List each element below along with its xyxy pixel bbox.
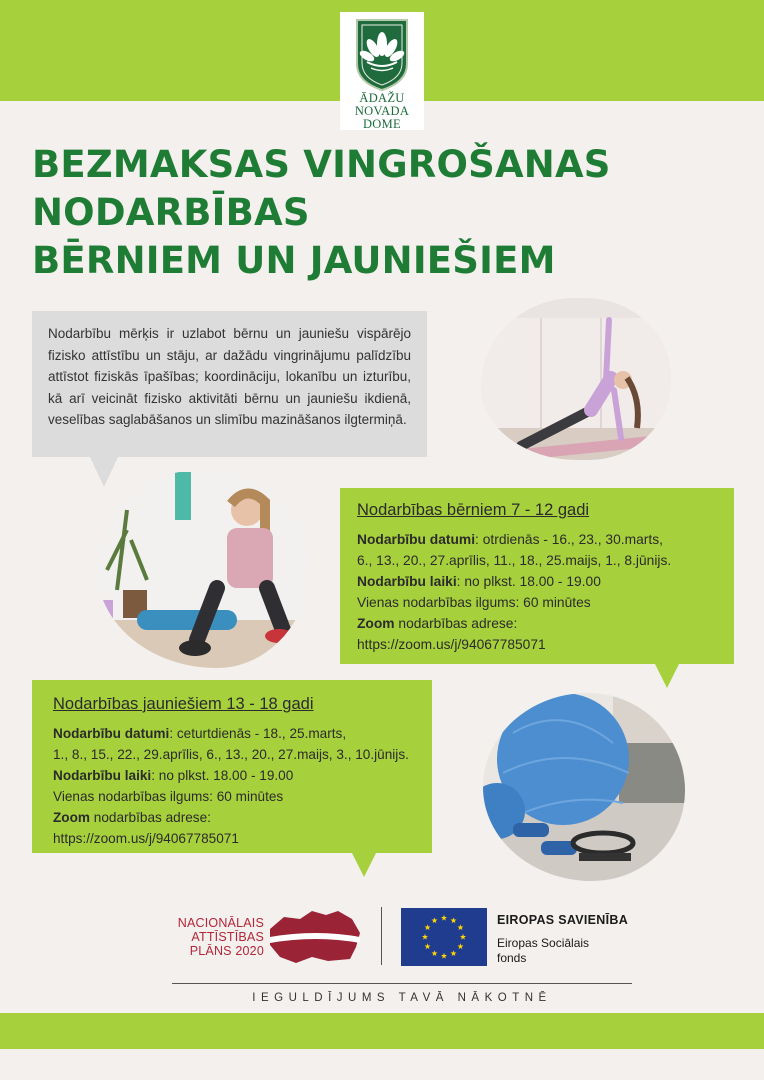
- latvia-map-icon: [266, 907, 364, 965]
- youth-times-value: : no plkst. 18.00 - 19.00: [151, 768, 294, 783]
- eu-star-icon: [460, 934, 466, 940]
- youth-bubble-tail: [352, 853, 376, 877]
- logo-text-line1: ĀDAŽU: [359, 91, 405, 105]
- eu-star-icon: [425, 943, 431, 949]
- photo-side-plank-girl: [481, 298, 671, 460]
- eu-sub-line1: Eiropas Sociālais: [497, 936, 590, 950]
- logo-text-line2: NOVADA: [354, 104, 410, 118]
- children-zoom-label: Zoom: [357, 616, 395, 631]
- children-classes-box: [340, 488, 734, 664]
- youth-zoom-line: [53, 807, 432, 828]
- nap-2020-text: [156, 916, 264, 958]
- youth-zoom-label: Zoom: [53, 810, 90, 825]
- eu-star-icon: [450, 950, 456, 956]
- intro-text-box: [32, 311, 427, 457]
- youth-times-line: [53, 765, 432, 786]
- youth-duration-line: Vienas nodarbības ilgums: 60 minūtes: [53, 789, 284, 804]
- title-line-2: NODARBĪBAS: [32, 191, 310, 234]
- children-times-line: [357, 571, 734, 592]
- photo-fitness-ball-dumbbells: [483, 693, 685, 881]
- eu-star-icon: [431, 950, 437, 956]
- title-line-1: BEZMAKSAS VINGROŠANAS: [32, 143, 611, 186]
- children-dates-line1: [357, 529, 734, 550]
- youth-dates-line1: [53, 723, 432, 744]
- eu-subtitle: [497, 936, 627, 966]
- adazi-municipality-logo: [340, 12, 424, 130]
- youth-heading: Nodarbības jauniešiem 13 - 18 gadi: [53, 695, 314, 713]
- youth-zoom-link[interactable]: https://zoom.us/j/94067785071: [53, 831, 239, 846]
- photo-girl-tying-shoe: [97, 470, 311, 668]
- footer-vertical-divider: [381, 907, 382, 965]
- children-dates-label: Nodarbību datumi: [357, 532, 476, 547]
- eu-star-icon: [422, 934, 428, 940]
- bottom-green-band: [0, 1013, 764, 1049]
- children-heading: Nodarbības bērniem 7 - 12 gadi: [357, 501, 590, 519]
- footer-slogan: IEGULDĪJUMS TAVĀ NĀKOTNĒ: [252, 992, 552, 1004]
- youth-times-label: Nodarbību laiki: [53, 768, 152, 783]
- intro-bubble-tail: [90, 457, 118, 487]
- children-dates-value: : otrdienās - 16., 23., 30.marts,: [475, 532, 663, 547]
- nap-line2: ATTĪSTĪBAS: [191, 930, 264, 944]
- nap-line3: PLĀNS 2020: [189, 944, 264, 958]
- youth-dates-line2: 1., 8., 15., 22., 29.aprīlis, 6., 13., 20., 27.maijs, 3., 10.jūnijs.: [53, 747, 409, 762]
- eu-title: EIROPAS SAVIENĪBA: [497, 913, 629, 927]
- children-zoom-line: [357, 613, 734, 634]
- children-times-value: : no plkst. 18.00 - 19.00: [456, 574, 601, 589]
- youth-zoom-text: nodarbības adrese:: [90, 810, 211, 825]
- eu-star-icon: [431, 917, 437, 923]
- footer-horizontal-divider: [172, 983, 632, 984]
- eu-star-icon: [450, 917, 456, 923]
- eu-star-icon: [425, 924, 431, 930]
- children-times-label: Nodarbību laiki: [357, 574, 457, 589]
- nap-line1: NACIONĀLAIS: [177, 916, 264, 930]
- eu-sub-line2: fonds: [497, 951, 527, 965]
- eu-star-icon: [441, 953, 447, 959]
- children-zoom-text: nodarbības adrese:: [394, 616, 518, 631]
- logo-text-line3: DOME: [362, 117, 401, 131]
- title-line-3: BĒRNIEM UN JAUNIEŠIEM: [32, 239, 556, 282]
- youth-dates-value: : ceturtdienās - 18., 25.marts,: [169, 726, 347, 741]
- eu-flag-icon: [401, 908, 487, 966]
- youth-classes-box: [32, 680, 432, 853]
- youth-dates-label: Nodarbību datumi: [53, 726, 170, 741]
- children-zoom-link[interactable]: https://zoom.us/j/94067785071: [357, 637, 546, 652]
- intro-paragraph: Nodarbību mērķis ir uzlabot bērnu un jauniešu vispārējo fizisko attīstību un stāju, ar dažādu vingrinājumu palīdzību attīstot fiziskās īpašības; koordināciju, lokanību un izturību, kā arī veicināt fizisko aktivitāti bērnu un jauniešu ikdienā, veselības saglabāšanos un slimību mazināšanos ilgtermiņā.: [48, 326, 411, 427]
- eu-star-icon: [457, 924, 463, 930]
- eu-star-icon: [441, 915, 447, 921]
- children-dates-line2: 6., 13., 20., 27.aprīlis, 11., 18., 25.maijs, 1., 8.jūnijs.: [357, 553, 672, 568]
- page-title: [32, 141, 752, 285]
- children-bubble-tail: [655, 664, 679, 688]
- lotus-shield-icon: [353, 18, 411, 92]
- children-duration-line: Vienas nodarbības ilgums: 60 minūtes: [357, 595, 591, 610]
- eu-star-icon: [457, 943, 463, 949]
